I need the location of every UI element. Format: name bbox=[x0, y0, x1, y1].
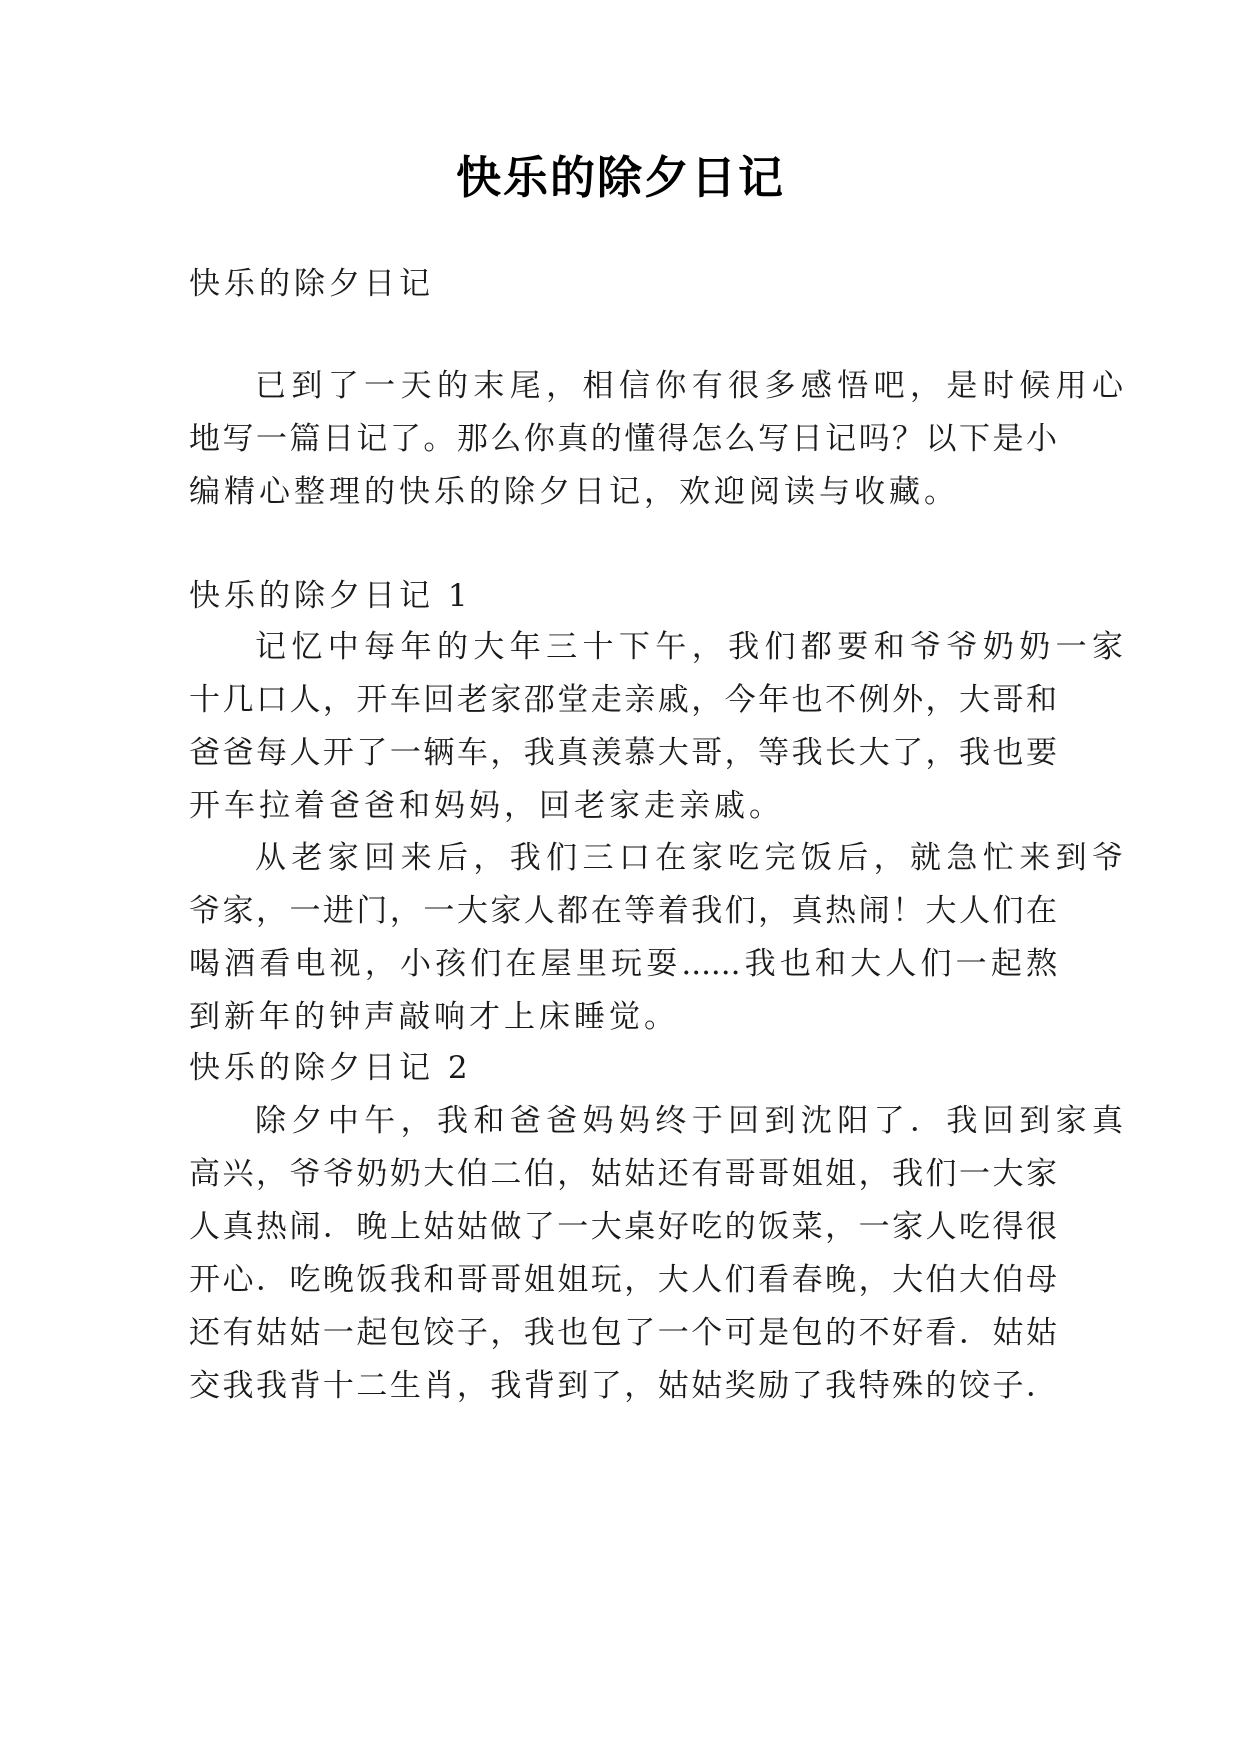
paragraph-line: 爷家，一进门，一大家人都在等着我们，真热闹！大人们在 bbox=[189, 893, 1057, 929]
intro-line: 已到了一天的末尾，相信你有很多感悟吧，是时候用心 bbox=[255, 368, 1123, 404]
paragraph-line: 爸爸每人开了一辆车，我真羡慕大哥，等我长大了，我也要 bbox=[189, 735, 1057, 771]
paragraph-line: 开车拉着爸爸和妈妈，回老家走亲戚。 bbox=[189, 788, 784, 824]
paragraph-line: 到新年的钟声敲响才上床睡觉。 bbox=[189, 999, 679, 1035]
paragraph-line: 从老家回来后，我们三口在家吃完饭后，就急忙来到爷 bbox=[255, 840, 1123, 876]
paragraph-line: 十几口人，开车回老家邵堂走亲戚，今年也不例外，大哥和 bbox=[189, 682, 1057, 718]
paragraph-line: 交我我背十二生肖，我背到了，姑姑奖励了我特殊的饺子． bbox=[189, 1368, 1057, 1404]
intro-line: 编精心整理的快乐的除夕日记，欢迎阅读与收藏。 bbox=[189, 474, 959, 510]
document-title: 快乐的除夕日记 bbox=[455, 151, 785, 204]
intro-line: 地写一篇日记了。那么你真的懂得怎么写日记吗？以下是小 bbox=[189, 421, 1057, 457]
paragraph-line: 开心．吃晚饭我和哥哥姐姐玩，大人们看春晚，大伯大伯母 bbox=[189, 1262, 1057, 1298]
paragraph-line: 记忆中每年的大年三十下午，我们都要和爷爷奶奶一家 bbox=[255, 629, 1123, 665]
paragraph-line: 人真热闹．晚上姑姑做了一大桌好吃的饭菜，一家人吃得很 bbox=[189, 1209, 1057, 1245]
paragraph-line: 除夕中午，我和爸爸妈妈终于回到沈阳了．我回到家真 bbox=[255, 1103, 1123, 1139]
paragraph-line: 喝酒看电视，小孩们在屋里玩耍......我也和大人们一起熬 bbox=[189, 946, 1057, 982]
document-subtitle: 快乐的除夕日记 bbox=[189, 266, 434, 302]
entry-heading: 快乐的除夕日记 1 bbox=[189, 578, 472, 614]
paragraph-line: 高兴，爷爷奶奶大伯二伯，姑姑还有哥哥姐姐，我们一大家 bbox=[189, 1156, 1057, 1192]
entry-heading: 快乐的除夕日记 2 bbox=[189, 1050, 472, 1086]
paragraph-line: 还有姑姑一起包饺子，我也包了一个可是包的不好看．姑姑 bbox=[189, 1315, 1057, 1351]
